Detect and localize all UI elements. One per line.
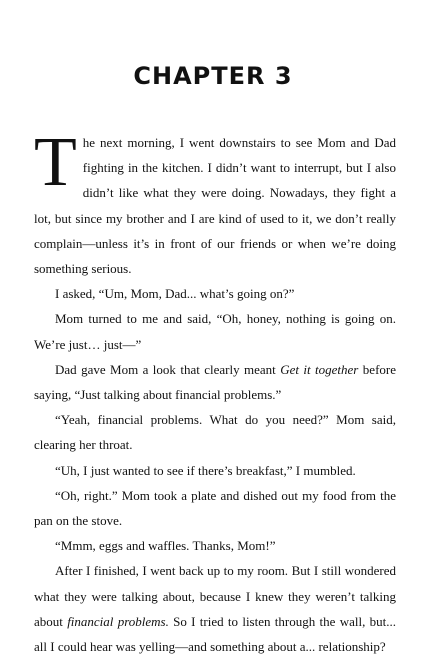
chapter-text xyxy=(34,124,396,659)
paragraph-5: “Yeah, financial problems. What do you need?” Mom said, clearing her throat. xyxy=(34,412,396,453)
paragraph-8: “Mmm, eggs and waffles. Thanks, Mom!” xyxy=(55,538,276,554)
paragraph-6: “Uh, I just wanted to see if there’s breakfast,” I mumbled. xyxy=(55,462,356,478)
paragraph-1 xyxy=(34,124,396,281)
paragraph-9-emphasis: financial problems. xyxy=(67,613,169,629)
paragraph-3: Mom turned to me and said, “Oh, honey, nothing is going on. We’re just… just—” xyxy=(34,311,396,352)
paragraph-2: I asked, “Um, Mom, Dad... what’s going on?” xyxy=(55,286,295,302)
paragraph-9-text-a: After I finished, I went back up to my room. But I still wondered what they were talking about, because I knew they weren’t talking about xyxy=(34,563,396,629)
paragraph-4 xyxy=(34,357,396,407)
paragraph-4-text-a: Dad gave Mom a look that clearly meant xyxy=(55,361,281,377)
paragraph-7: “Oh, right.” Mom took a plate and dished out my food from the pan on the stove. xyxy=(34,487,396,529)
paragraph-4-emphasis: Get it together xyxy=(280,361,359,377)
chapter-title: CHAPTER 3 xyxy=(133,62,293,90)
paragraph-9-text-b: So I tried to listen through the wall, but... all I could hear was yelling—and something about a... relationship? xyxy=(34,613,396,655)
paragraph-1-text: he next morning, I went downstairs to see Mom and Dad fighting in the kitchen. I didn’t want to interrupt, but I also didn’t like what they were doing. Nowadays, they fight a lot, but since my brother and I are kind of used to it, we don’t really complain—unless it’s in front of our friends or when we’re doing something serious. xyxy=(34,135,396,277)
drop-cap: T xyxy=(34,124,77,201)
paragraph-4-text-b: before saying, “Just talking about financial problems.” xyxy=(34,361,396,403)
paragraph-9 xyxy=(34,558,396,659)
